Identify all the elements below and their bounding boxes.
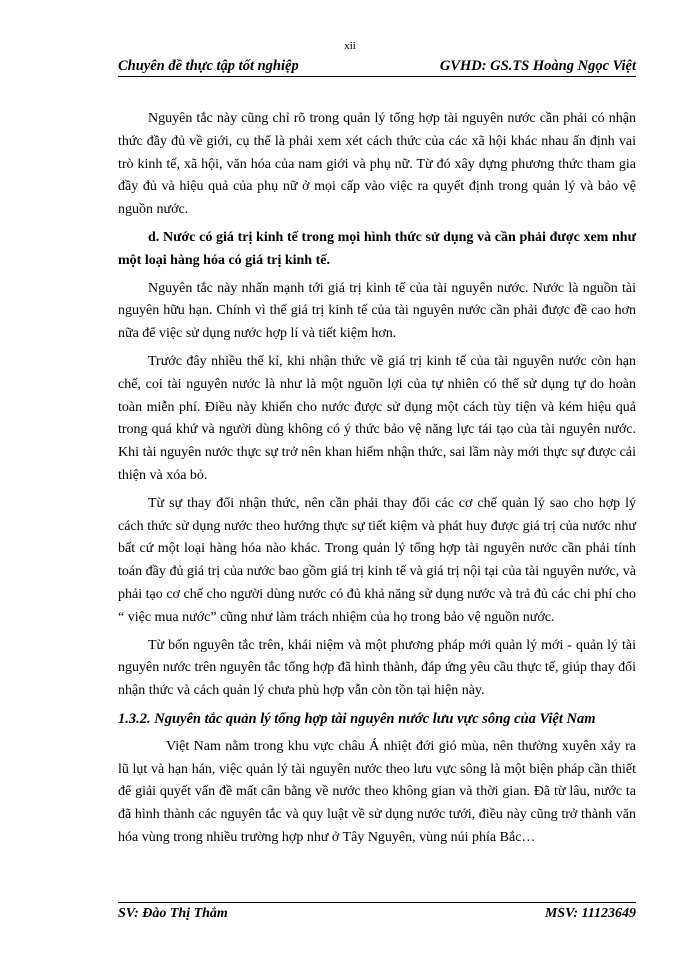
header-supervisor: GVHD: GS.TS Hoàng Ngọc Việt (439, 58, 636, 74)
document-body (118, 108, 636, 855)
page-number: xii (344, 40, 356, 52)
footer-student: SV: Đào Thị Thắm (118, 906, 228, 921)
paragraph-vietnam-context: Việt Nam nằm trong khu vực châu Á nhiệt đới gió mùa, nên thường xuyên xảy ra lũ lụt và hạn hán, việc quản lý tài nguyên nước theo lưu vực sông là một biện pháp cần thiết để giải quyết vấn đề mất cân bằng về nước theo không gian và thời gian. Đã từ lâu, nước ta đã hình thành các nguyên tắc và quy luật về sử dụng nước tưới, điều này cũng trở thành văn hóa vùng trong nhiều trường hợp như ở Tây Nguyên, vùng núi phía Bắc… (118, 738, 636, 845)
paragraph-mechanism-change: Từ sự thay đổi nhận thức, nên cần phải thay đổi các cơ chế quản lý sao cho hợp lý cách thức sử dụng nước theo hướng thực sự tiết kiệm và phát huy được giá trị của nước như bất cứ một loại hàng hóa nào khác. Trong quản lý tổng hợp tài nguyên nước cần phải tính toán đầy đủ giá trị của nước bao gồm giá trị kinh tế và giá trị nội tại của tài nguyên nước, và phải tạo cơ chế cho người dùng nước có đủ khả năng sử dụng nước và trả đủ các chi phí cho “ việc mua nước” cũng như làm trách nhiệm của họ trong bảo vệ nguồn nước. (118, 495, 636, 625)
page-footer (118, 902, 636, 927)
header-title: Chuyên đề thực tập tốt nghiệp (118, 58, 299, 74)
footer-student-id: MSV: 11123649 (544, 906, 636, 921)
paragraph-history: Trước đây nhiều thế kỉ, khi nhận thức về giá trị kinh tế của tài nguyên nước còn hạn chế, coi tài nguyên nước là như là một nguồn lợi của tự nhiên có thể sử dụng tự do hoàn toàn miễn phí. Điều này khiến cho nước được sử dụng một cách tùy tiện và kém hiệu quả trong quá khứ và người dùng không có ý thức bảo vệ năng lực tái tạo của tài nguyên nước. Khi tài nguyên nước thực sự trở nên khan hiếm nhận thức, sai lầm này mới thực sự được cải thiện và xóa bỏ. (118, 353, 636, 483)
paragraph-economic-value: Nguyên tắc này nhấn mạnh tới giá trị kinh tế của tài nguyên nước. Nước là nguồn tài nguyên hữu hạn. Chính vì thế giá trị kinh tế của tài nguyên nước cần phải được đề cao hơn nữa để việc sử dụng nước hợp lí và tiết kiệm hơn. (118, 280, 636, 342)
page-header (118, 56, 636, 77)
paragraph-four-principles: Từ bốn nguyên tắc trên, khái niệm và một phương pháp mới quản lý mới - quản lý tài nguyên nước trên nguyên tắc tổng hợp đã hình thành, đáp ứng yêu cầu thực tế, giúp thay đổi nhận thức và cách quản lý chưa phù hợp vẫn còn tồn tại hiện này. (118, 637, 636, 699)
paragraph-gender-awareness: Nguyên tắc này cũng chỉ rõ trong quản lý tổng hợp tài nguyên nước cần phải có nhận thức đầy đủ về giới, cụ thể là phải xem xét cách thức của các xã hội khác nhau ấn định vai trò kinh tế, xã hội, văn hóa của nam giới và phụ nữ. Từ đó xây dựng phương thức tham gia đầy đủ và hiệu quả của phụ nữ ở mọi cấp vào việc ra quyết định trong quản lý và bảo vệ nguồn nước. (118, 111, 636, 218)
section-heading-1-3-2: 1.3.2. Nguyên tắc quản lý tổng hợp tài nguyên nước lưu vực sông của Việt Nam (118, 710, 596, 727)
principle-d-heading: d. Nước có giá trị kinh tế trong mọi hình thức sử dụng và cần phải được xem như một loại hàng hóa có giá trị kinh tế. (118, 229, 636, 268)
